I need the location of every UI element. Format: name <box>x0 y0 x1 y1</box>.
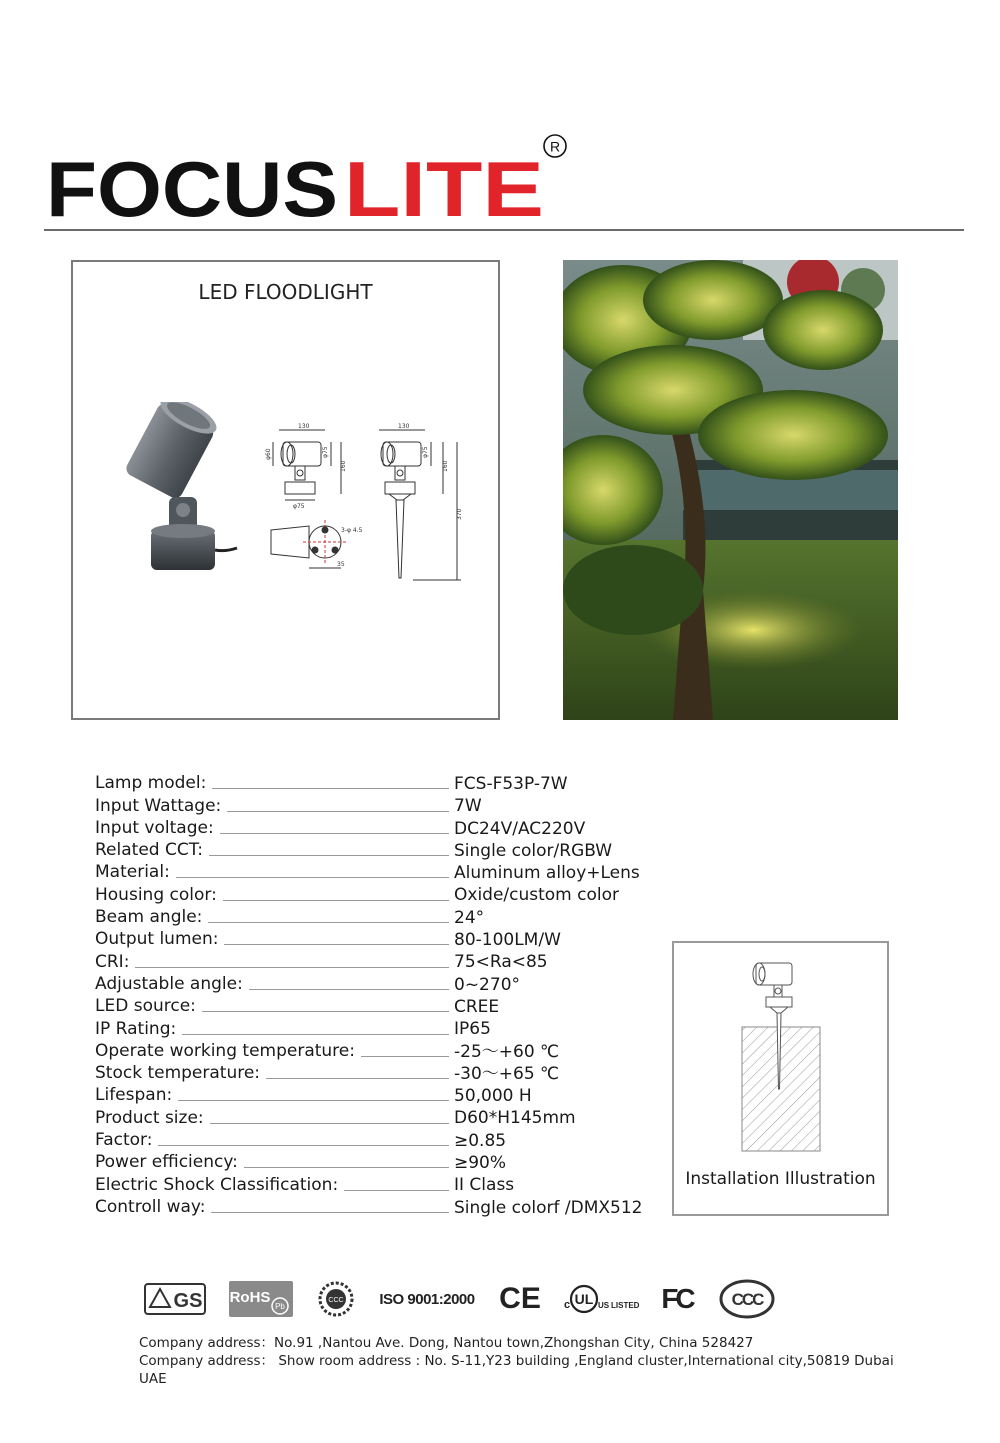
installation-illustration <box>734 959 829 1159</box>
spec-row <box>95 1173 655 1195</box>
spec-leader-line <box>158 1145 449 1146</box>
spec-value: Oxide/custom color <box>454 885 620 906</box>
logo-black-text: FOCUS <box>46 145 338 227</box>
spec-leader-line <box>249 989 449 990</box>
svg-text:130: 130 <box>298 423 310 430</box>
spec-label: IP Rating: <box>95 1018 177 1039</box>
spec-row <box>95 973 655 995</box>
spec-value: 80-100LM/W <box>454 930 561 951</box>
spec-leader-line <box>344 1190 449 1191</box>
spec-value: 75<Ra<85 <box>454 952 548 973</box>
spec-leader-line <box>210 1123 449 1124</box>
spec-value: Single color/RGBW <box>454 840 613 861</box>
spec-leader-line <box>178 1100 449 1101</box>
installation-label: Installation Illustration <box>685 1169 876 1189</box>
spec-label: Input Wattage: <box>95 795 222 816</box>
spec-leader-line <box>202 1011 449 1012</box>
product-drawings <box>113 402 483 592</box>
address-line-1: Company address：No.91 ,Nantou Ave. Dong, Nantou town,Zhongshan City, China 528427 <box>139 1335 754 1351</box>
spec-leader-line <box>176 877 449 878</box>
ccc-cert-icon <box>718 1278 776 1320</box>
spec-label: Controll way: <box>95 1196 206 1217</box>
lamp-render-icon <box>124 402 237 570</box>
svg-text:RoHS: RoHS <box>229 1289 271 1306</box>
base-plan-drawing <box>271 520 363 568</box>
spec-label: LED source: <box>95 996 196 1017</box>
svg-text:φ75: φ75 <box>293 503 305 510</box>
svg-text:160: 160 <box>340 460 347 472</box>
svg-text:370: 370 <box>456 508 463 520</box>
spec-label: Housing color: <box>95 884 217 905</box>
svg-text:160: 160 <box>442 460 449 472</box>
spike-view-drawing <box>379 423 463 580</box>
spec-leader-line <box>208 922 449 923</box>
spec-label: Beam angle: <box>95 907 203 928</box>
logo-red-text: LITE <box>344 145 544 227</box>
header-divider <box>44 229 964 231</box>
svg-text:US: US <box>598 1301 610 1310</box>
spec-leader-line <box>135 967 449 968</box>
spec-leader-line <box>224 944 449 945</box>
spec-label: Input voltage: <box>95 817 214 838</box>
spec-row <box>95 950 655 972</box>
installation-panel <box>672 941 889 1216</box>
svg-text:LISTED: LISTED <box>611 1301 640 1310</box>
spec-label: Stock temperature: <box>95 1063 261 1084</box>
spec-row <box>95 1196 655 1218</box>
spec-leader-line <box>212 788 449 789</box>
side-view-drawing <box>265 423 347 510</box>
address-line-3: UAE <box>139 1371 167 1387</box>
spec-row <box>95 995 655 1017</box>
address-line-2: Company address： Show room address : No. S-11,Y23 building ,England cluster,International city,50819 Dubai <box>139 1353 894 1369</box>
spec-label: Lifespan: <box>95 1085 173 1106</box>
product-drawing-panel <box>71 260 500 720</box>
landscape-photo <box>563 260 898 720</box>
spec-leader-line <box>211 1212 449 1213</box>
spec-value: FCS-F53P-7W <box>454 774 568 794</box>
spec-leader-line <box>361 1056 449 1057</box>
spec-row <box>95 928 655 950</box>
svg-text:Pb: Pb <box>275 1302 285 1311</box>
svg-text:GS: GS <box>173 1290 203 1312</box>
spec-leader-line <box>223 900 449 901</box>
svg-text:R: R <box>549 138 561 155</box>
ul-cert-icon <box>560 1278 640 1320</box>
svg-text:c: c <box>564 1299 571 1311</box>
spec-label: Product size: <box>95 1107 204 1128</box>
svg-text:35: 35 <box>337 561 345 568</box>
spec-row <box>95 772 655 794</box>
spec-value: DC24V/AC220V <box>454 818 586 839</box>
spec-leader-line <box>209 855 449 856</box>
spec-value: 50,000 H <box>454 1086 532 1107</box>
spec-label: Output lumen: <box>95 929 219 950</box>
spec-row <box>95 1040 655 1062</box>
registered-mark-icon <box>544 135 566 157</box>
svg-text:φ60: φ60 <box>265 448 272 460</box>
product-title: LED FLOODLIGHT <box>198 280 373 304</box>
spec-row <box>95 1129 655 1151</box>
spec-row <box>95 883 655 905</box>
spec-value: 0~270° <box>454 974 521 995</box>
fcc-cert-icon: FC <box>661 1283 693 1314</box>
spec-row <box>95 839 655 861</box>
spec-value: Single colorf /DMX512 <box>454 1197 643 1218</box>
spec-label: Operate working temperature: <box>95 1040 355 1061</box>
spec-value: -25～+60 ℃ <box>454 1041 560 1062</box>
spec-leader-line <box>244 1167 449 1168</box>
spec-label: Electric Shock Classification: <box>95 1174 339 1195</box>
spec-value: D60*H145mm <box>454 1108 576 1129</box>
svg-text:CCC: CCC <box>328 1297 344 1304</box>
svg-text:CCC: CCC <box>731 1290 763 1309</box>
spec-row <box>95 1084 655 1106</box>
spec-value: ≥0.85 <box>454 1130 507 1151</box>
spec-value: Aluminum alloy+Lens <box>454 863 640 884</box>
spec-row <box>95 1106 655 1128</box>
gs-cert-icon <box>144 1278 206 1320</box>
svg-text:UL: UL <box>574 1291 594 1307</box>
certification-logos <box>140 1278 790 1320</box>
spec-row <box>95 1062 655 1084</box>
spec-row <box>95 906 655 928</box>
spec-value: 24° <box>454 907 485 928</box>
spec-label: Adjustable angle: <box>95 973 243 994</box>
spec-value: II Class <box>454 1175 515 1196</box>
spec-label: Material: <box>95 862 170 883</box>
svg-text:φ75: φ75 <box>422 446 429 458</box>
spec-row <box>95 1017 655 1039</box>
spec-value: ≥90% <box>454 1153 507 1174</box>
spec-label: Power efficiency: <box>95 1152 238 1173</box>
spec-value: -30～+65 ℃ <box>454 1063 560 1084</box>
spec-list <box>95 772 655 1218</box>
spec-leader-line <box>220 833 449 834</box>
rohs-cert-icon <box>228 1278 294 1320</box>
spec-label: Factor: <box>95 1130 153 1151</box>
logo-wordmark <box>46 145 544 227</box>
spec-value: CREE <box>454 996 500 1017</box>
company-address <box>139 1334 899 1388</box>
svg-text:φ75: φ75 <box>322 446 329 458</box>
spec-row <box>95 1151 655 1173</box>
ccc-ring-cert-icon <box>316 1278 356 1320</box>
spec-row <box>95 794 655 816</box>
spec-label: CRI: <box>95 951 130 972</box>
spec-label: Related CCT: <box>95 840 203 861</box>
spec-row <box>95 817 655 839</box>
spec-leader-line <box>266 1078 449 1079</box>
spec-value: 7W <box>454 796 482 817</box>
ce-cert-icon: CE <box>499 1282 541 1315</box>
svg-text:130: 130 <box>398 423 410 430</box>
spec-leader-line <box>182 1034 449 1035</box>
spec-leader-line <box>227 811 449 812</box>
spec-row <box>95 861 655 883</box>
svg-text:3-φ 4.5: 3-φ 4.5 <box>341 527 363 534</box>
spec-label: Lamp model: <box>95 773 207 794</box>
focuslite-logo <box>44 132 584 227</box>
spec-value: IP65 <box>454 1019 491 1040</box>
iso-cert-icon: ISO 9001:2000 <box>379 1290 475 1308</box>
